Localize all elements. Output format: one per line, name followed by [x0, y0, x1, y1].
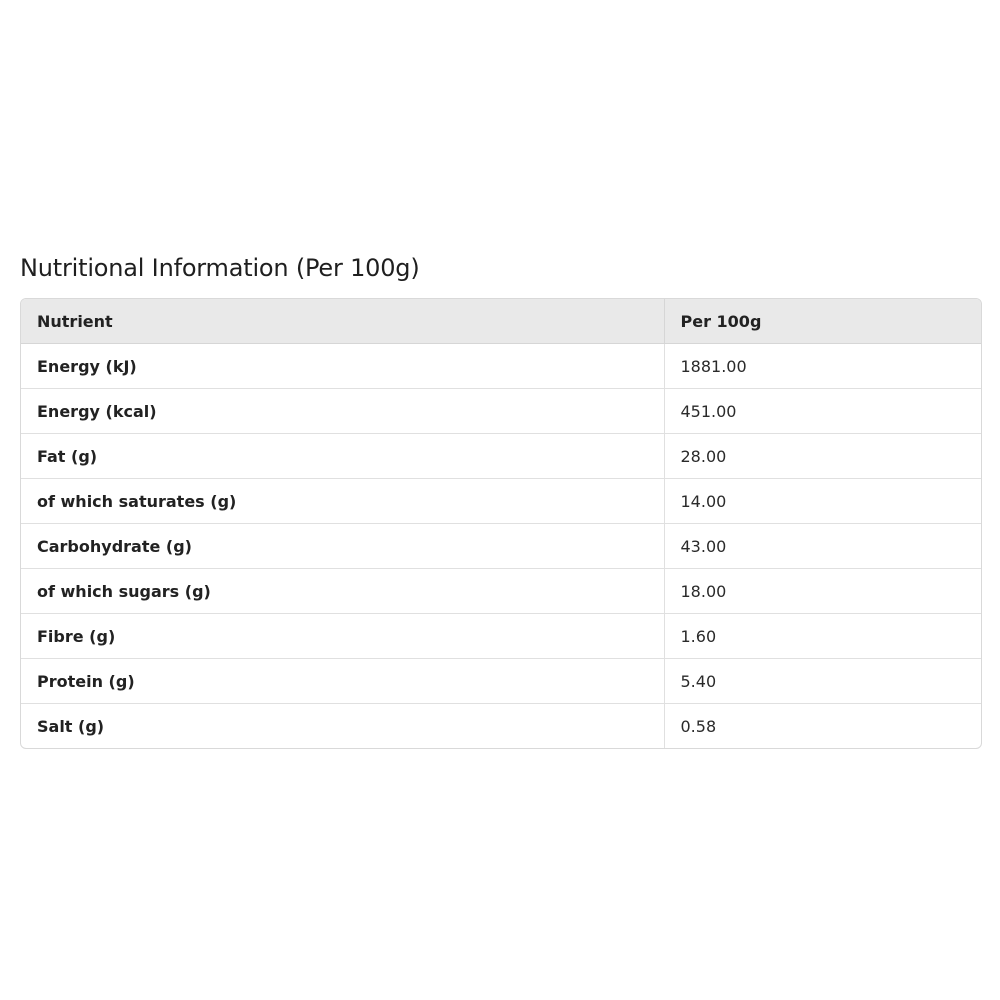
- nutrient-name: Energy (kJ): [37, 356, 137, 376]
- table-row: [21, 614, 981, 659]
- nutrient-name: of which saturates (g): [21, 479, 664, 524]
- nutrient-name: Salt (g): [21, 704, 664, 749]
- nutrient-value: 1881.00: [664, 344, 981, 389]
- nutrient-name: Energy (kcal): [21, 389, 664, 434]
- nutrient-value: 0.58: [664, 704, 981, 749]
- nutrition-table-container: [20, 298, 982, 749]
- nutrient-value: 18.00: [664, 569, 981, 614]
- nutrient-value: 1.60: [664, 614, 981, 659]
- section-title: Nutritional Information (Per 100g): [20, 254, 420, 282]
- nutrition-section: [20, 250, 982, 749]
- table-row: [21, 704, 981, 749]
- nutrient-value: 14.00: [664, 479, 981, 524]
- nutrient-value: 43.00: [664, 524, 981, 569]
- table-row: [21, 524, 981, 569]
- nutrient-value: 5.40: [664, 659, 981, 704]
- nutrient-value: 451.00: [664, 389, 981, 434]
- table-row: [21, 659, 981, 704]
- table-row: [21, 479, 981, 524]
- table-row: [21, 569, 981, 614]
- nutrient-name: Fibre (g): [21, 614, 664, 659]
- column-header-nutrient: Nutrient: [21, 299, 664, 344]
- header-row: [21, 299, 981, 344]
- nutrition-table: [21, 299, 981, 748]
- nutrient-name: Fat (g): [21, 434, 664, 479]
- nutrient-name: Protein (g): [21, 659, 664, 704]
- table-header: [21, 299, 981, 344]
- table-row: [21, 389, 981, 434]
- column-header-per-100g: Per 100g: [664, 299, 981, 344]
- nutrient-name: of which sugars (g): [21, 569, 664, 614]
- table-row: [21, 344, 981, 389]
- table-row: [21, 434, 981, 479]
- nutrient-value: 28.00: [664, 434, 981, 479]
- table-body: [21, 344, 981, 749]
- nutrient-name: Carbohydrate (g): [21, 524, 664, 569]
